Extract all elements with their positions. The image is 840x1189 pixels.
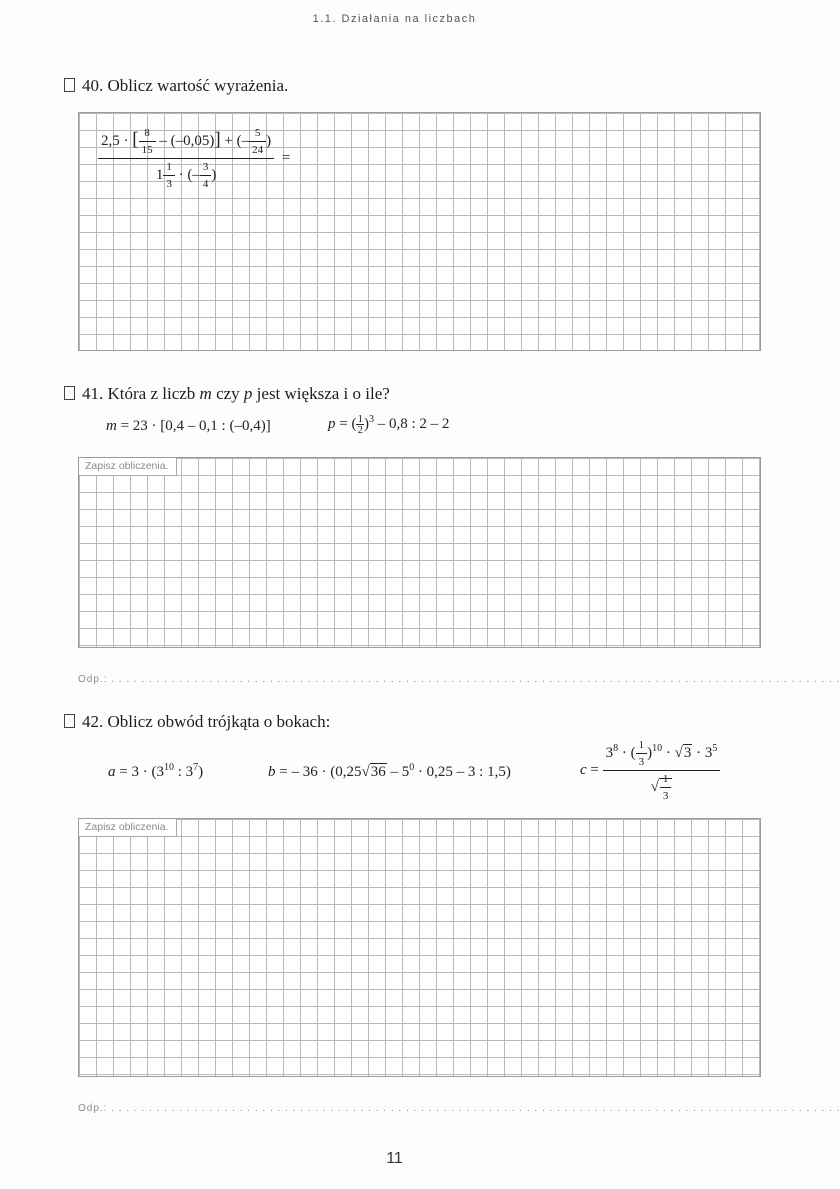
expr-mid: – (–0,05) xyxy=(159,132,215,149)
work-grid-42[interactable] xyxy=(78,818,761,1077)
p-expr-close: ) xyxy=(363,416,369,432)
expr-equals: = xyxy=(281,149,291,166)
task-checkbox[interactable] xyxy=(64,714,75,728)
sqrt-argument: 3 xyxy=(683,744,692,761)
expr-paren2-open: (– xyxy=(187,166,200,183)
variable-p: p xyxy=(243,384,253,403)
c-exponent: 10 xyxy=(652,742,663,754)
b-expr-part: · 0,25 – 3 : 1,5) xyxy=(414,764,511,780)
p-exponent: 3 xyxy=(368,414,374,425)
c-exponent: 8 xyxy=(613,742,619,754)
sqrt-argument xyxy=(659,773,673,802)
c-fraction xyxy=(603,740,721,801)
side-a-expression xyxy=(108,762,203,781)
variable-a: a xyxy=(108,764,116,780)
a-exponent: 7 xyxy=(193,762,199,773)
b-expr-part: = – 36 · (0,25 xyxy=(275,764,362,780)
sqrt-argument: 36 xyxy=(370,764,386,780)
work-grid-41[interactable] xyxy=(78,457,761,648)
p-expr-lead: = ( xyxy=(339,416,357,432)
fraction-8-15: $\frac{8}{15}$ xyxy=(139,128,156,155)
fraction-1-3: $\frac{1}{3}$ xyxy=(163,162,175,189)
expr-paren-close: ) xyxy=(266,132,272,149)
expr-bracket-close: ] xyxy=(214,128,221,150)
task-prompt-part: czy xyxy=(216,384,240,403)
work-label: Zapisz obliczenia. xyxy=(79,458,177,476)
page-number: 11 xyxy=(386,1150,403,1167)
c-exponent: 5 xyxy=(712,742,718,754)
work-label: Zapisz obliczenia. xyxy=(79,819,177,837)
task-42-heading xyxy=(64,712,330,732)
expr-den-whole: 1 xyxy=(155,166,164,183)
expression-numerator xyxy=(98,128,274,159)
answer-line-41[interactable] xyxy=(78,674,840,685)
sqrt-symbol: √ xyxy=(674,744,683,761)
c-num-part: · ( xyxy=(618,744,636,761)
answer-line-42[interactable] xyxy=(78,1103,840,1114)
c-num-part: · 3 xyxy=(692,744,713,761)
task-number: 41. xyxy=(82,384,104,403)
task-prompt-part: Która z liczb xyxy=(107,384,196,403)
expression-denominator xyxy=(98,159,274,189)
task-checkbox[interactable] xyxy=(64,386,75,400)
task-prompt-part: jest większa i o ile? xyxy=(256,384,390,403)
task-number: 42. xyxy=(82,712,104,731)
answer-label: Odp.: xyxy=(78,674,108,685)
a-expr-part: ) xyxy=(198,764,204,780)
expr-lead: 2,5 · xyxy=(101,132,129,149)
answer-dots: . . . . . . . . . . . . . . . . . . . . . . . . . . . . . . . . . . . . . . . . . . . . . . . . . . . . . . . . . . . . . . . . . . . . . . . . . . . . . . . . . . . . . . . . . . . . . . . . . xyxy=(111,1103,840,1114)
sqrt-symbol: √ xyxy=(650,778,659,795)
task-40-heading xyxy=(64,76,288,96)
c-num-part: ) xyxy=(647,744,653,761)
expr-dot: · xyxy=(178,166,184,183)
task-40-expression xyxy=(98,128,290,189)
side-b-expression xyxy=(268,762,511,781)
task-prompt: Oblicz wartość wyrażenia. xyxy=(107,76,289,95)
m-expr-value: = 23 · [0,4 – 0,1 : (–0,4)] xyxy=(120,418,271,434)
fraction-1-2: $\frac{1}{2}$ xyxy=(357,413,363,437)
m-expression xyxy=(106,418,271,435)
expr-paren2-close: ) xyxy=(211,166,217,183)
answer-dots: . . . . . . . . . . . . . . . . . . . . . . . . . . . . . . . . . . . . . . . . . . . . . . . . . . . . . . . . . . . . . . . . . . . . . . . . . . . . . . . . . . . . . . . . . . . . . . . . . xyxy=(111,674,840,685)
answer-label: Odp.: xyxy=(78,1103,108,1114)
expression-fraction xyxy=(98,128,274,189)
c-denominator xyxy=(603,771,721,801)
c-equals: = xyxy=(590,761,599,778)
a-exponent: 10 xyxy=(163,762,174,773)
p-expr-rest: – 0,8 : 2 – 2 xyxy=(373,416,450,432)
c-num-part: · xyxy=(662,744,675,761)
variable-b: b xyxy=(268,764,276,780)
variable-m: m xyxy=(199,384,212,403)
p-expression xyxy=(328,414,449,435)
fraction-1-3: $\frac{1}{3}$ xyxy=(636,740,648,767)
variable-p: p xyxy=(328,416,336,432)
b-expr-part: – 5 xyxy=(386,764,410,780)
a-expr-part: : 3 xyxy=(173,764,194,780)
expr-paren-open: (– xyxy=(236,132,250,149)
variable-m: m xyxy=(106,418,117,434)
c-numerator xyxy=(603,740,721,771)
side-c-expression xyxy=(580,740,720,801)
c-num-part: 3 xyxy=(605,744,614,761)
task-number: 40. xyxy=(82,76,104,95)
fraction-1-3: $\frac{1}{3}$ xyxy=(660,774,672,801)
sqrt-symbol: √ xyxy=(361,764,370,780)
task-checkbox[interactable] xyxy=(64,78,75,92)
variable-c: c xyxy=(580,761,587,778)
task-prompt: Oblicz obwód trójkąta o bokach: xyxy=(107,712,331,731)
b-exponent: 0 xyxy=(409,762,415,773)
task-41-heading xyxy=(64,384,390,404)
fraction-5-24: $\frac{5}{24}$ xyxy=(249,128,266,155)
running-title: 1.1. Działania na liczbach xyxy=(312,13,477,25)
fraction-3-4: $\frac{3}{4}$ xyxy=(200,162,212,189)
expr-plus: + xyxy=(224,132,233,149)
expr-bracket-open: [ xyxy=(132,128,139,150)
a-expr-part: = 3 · (3 xyxy=(115,764,164,780)
